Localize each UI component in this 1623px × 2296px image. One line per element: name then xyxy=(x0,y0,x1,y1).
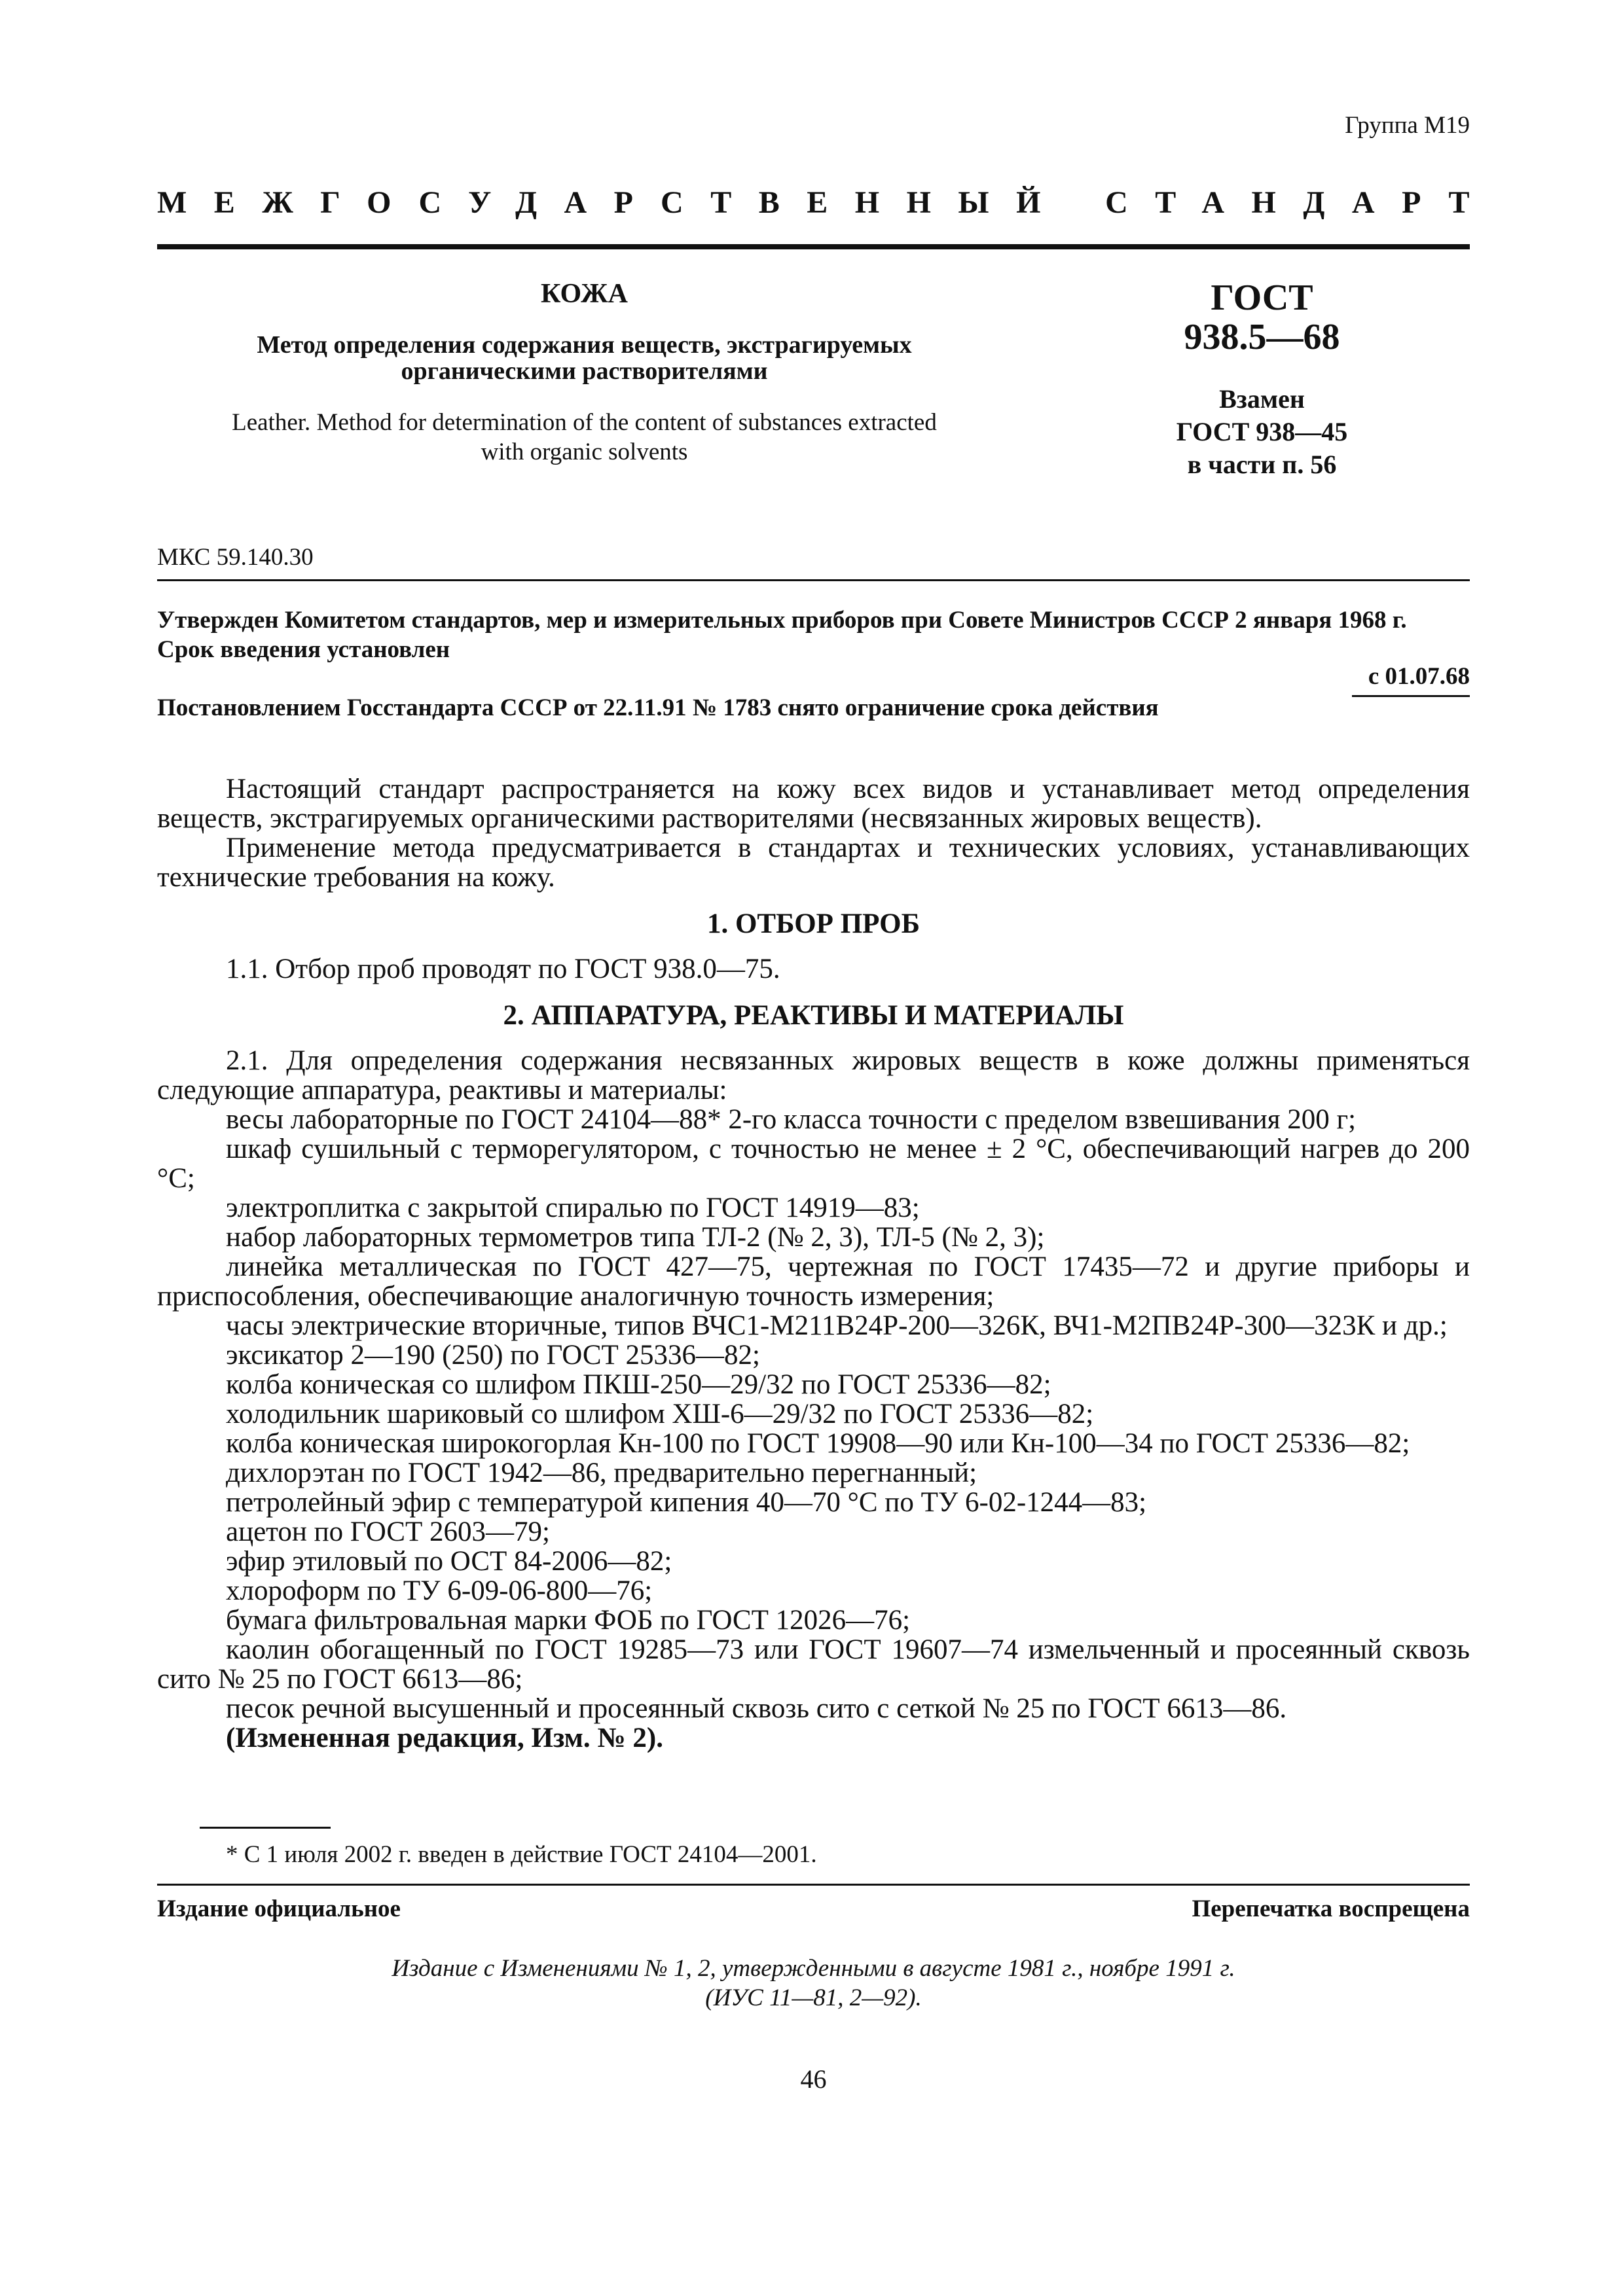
mks-code: МКС 59.140.30 xyxy=(157,544,314,571)
list-item: каолин обогащенный по ГОСТ 19285—73 или ГОСТ 19607—74 измельченный и просеянный сквозь сито № 25 по ГОСТ 6613—86; xyxy=(157,1634,1470,1695)
list-item: эфир этиловый по ОСТ 84-2006—82; xyxy=(226,1546,672,1577)
standard-number: 938.5—68 xyxy=(1184,317,1340,357)
list-item: колба коническая со шлифом ПКШ-250—29/32 по ГОСТ 25336—82; xyxy=(226,1369,1051,1400)
decree-text: Постановлением Госстандарта СССР от 22.11.91 № 1783 снято ограничение срока действия xyxy=(157,694,1159,721)
clause-paragraph: 2.1. Для определения содержания несвязанных жировых веществ в коже должны применяться следующие аппаратура, реактивы и материалы: xyxy=(157,1045,1470,1105)
replaces-number: ГОСТ 938—45 xyxy=(1176,417,1348,446)
list-item: линейка металлическая по ГОСТ 427—75, чертежная по ГОСТ 17435—72 и другие приборы и приспособления, обеспечивающие аналогичную точность измерения; xyxy=(157,1251,1470,1312)
document-body xyxy=(157,774,1470,1753)
standard-label: ГОСТ xyxy=(1211,278,1313,318)
list-item: песок речной высушенный и просеянный сквозь сито с сеткой № 25 по ГОСТ 6613—86. xyxy=(226,1693,1287,1724)
list-item: часы электрические вторичные, типов ВЧС1-М211В24Р-200—326К, ВЧ1-М2ПВ24Р-300—323К и др.; xyxy=(226,1310,1448,1341)
banner-word-standard: СТАНДАРТ xyxy=(1105,185,1497,220)
list-item: набор лабораторных термометров типа ТЛ-2 (№ 2, 3), ТЛ-5 (№ 2, 3); xyxy=(226,1222,1045,1253)
list-item: весы лабораторные по ГОСТ 24104—88* 2-го класса точности с пределом взвешивания 200 г; xyxy=(226,1104,1357,1135)
document-subtitle-line2: органическими растворителями xyxy=(401,357,768,385)
footnote-rule xyxy=(200,1827,331,1829)
group-label: Группа М19 xyxy=(1345,112,1470,139)
section-heading: 2. АППАРАТУРА, РЕАКТИВЫ И МАТЕРИАЛЫ xyxy=(503,1000,1124,1031)
banner-word-interstate: МЕЖГОСУДАРСТВЕННЫЙ xyxy=(157,185,1068,220)
intro-date-underline xyxy=(1352,695,1470,697)
edition-note-line1: Издание с Изменениями № 1, 2, утвержденными в августе 1981 г., ноябре 1991 г. xyxy=(392,1955,1235,1982)
list-item: ацетон по ГОСТ 2603—79; xyxy=(226,1516,550,1547)
intro-date-label: Срок введения установлен xyxy=(157,636,450,663)
approval-line: Утвержден Комитетом стандартов, мер и измерительных приборов при Совете Министров СССР 2 января 1968 г. xyxy=(157,607,1407,634)
document-subtitle-line1: Метод определения содержания веществ, экстрагируемых xyxy=(257,331,912,359)
mid-rule xyxy=(157,579,1470,581)
page-number: 46 xyxy=(800,2064,827,2094)
english-title-line1: Leather. Method for determination of the content of substances extracted xyxy=(232,409,937,436)
document-title: КОЖА xyxy=(541,279,628,309)
list-item: электроплитка с закрытой спиралью по ГОСТ 14919—83; xyxy=(226,1193,920,1223)
official-edition-label: Издание официальное xyxy=(157,1895,401,1922)
top-thick-rule xyxy=(157,244,1470,249)
standard-number-block xyxy=(1054,278,1470,481)
intro-paragraph: Настоящий стандарт распространяется на кожу всех видов и устанавливает метод определения веществ, экстрагируемых органическими растворителями (несвязанных жировых веществ). xyxy=(157,774,1470,834)
list-item: дихлорэтан по ГОСТ 1942—86, предварительно перегнанный; xyxy=(226,1458,977,1488)
reprint-prohibited-label: Перепечатка воспрещена xyxy=(1192,1895,1470,1922)
amendment-note: (Измененная редакция, Изм. № 2). xyxy=(226,1723,663,1753)
intro-date: с 01.07.68 xyxy=(1368,663,1470,690)
list-item: петролейный эфир с температурой кипения 40—70 °С по ТУ 6-02-1244—83; xyxy=(226,1487,1147,1518)
document-page xyxy=(157,0,1497,2296)
list-item: шкаф сушильный с терморегулятором, с точностью не менее ± 2 °С, обеспечивающий нагрев до 200 °С; xyxy=(157,1134,1470,1194)
list-item: эксикатор 2—190 (250) по ГОСТ 25336—82; xyxy=(226,1340,760,1371)
replaces-label: Взамен xyxy=(1219,384,1305,414)
english-title-line2: with organic solvents xyxy=(481,439,688,465)
list-item: холодильник шариковый со шлифом ХШ-6—29/32 по ГОСТ 25336—82; xyxy=(226,1399,1094,1429)
list-item: бумага фильтровальная марки ФОБ по ГОСТ 12026—76; xyxy=(226,1605,911,1636)
clause-paragraph: 1.1. Отбор проб проводят по ГОСТ 938.0—75. xyxy=(226,954,780,984)
edition-note-line2: (ИУС 11—81, 2—92). xyxy=(705,1984,922,2011)
list-item: хлороформ по ТУ 6-09-06-800—76; xyxy=(226,1575,653,1606)
list-item: колба коническая широкогорлая Кн-100 по ГОСТ 19908—90 или Кн-100—34 по ГОСТ 25336—82; xyxy=(226,1428,1410,1459)
footer-rule xyxy=(157,1884,1470,1886)
approval-block xyxy=(157,605,1407,664)
footnote: * С 1 июля 2002 г. введен в действие ГОСТ 24104—2001. xyxy=(226,1841,817,1868)
edition-note xyxy=(157,1954,1470,2013)
section-heading: 1. ОТБОР ПРОБ xyxy=(706,908,921,939)
title-block xyxy=(157,278,1012,467)
replaces-part: в части п. 56 xyxy=(1187,450,1337,479)
intro-paragraph: Применение метода предусматривается в стандартах и технических условиях, устанавливающих технические требования на кожу. xyxy=(157,833,1470,893)
